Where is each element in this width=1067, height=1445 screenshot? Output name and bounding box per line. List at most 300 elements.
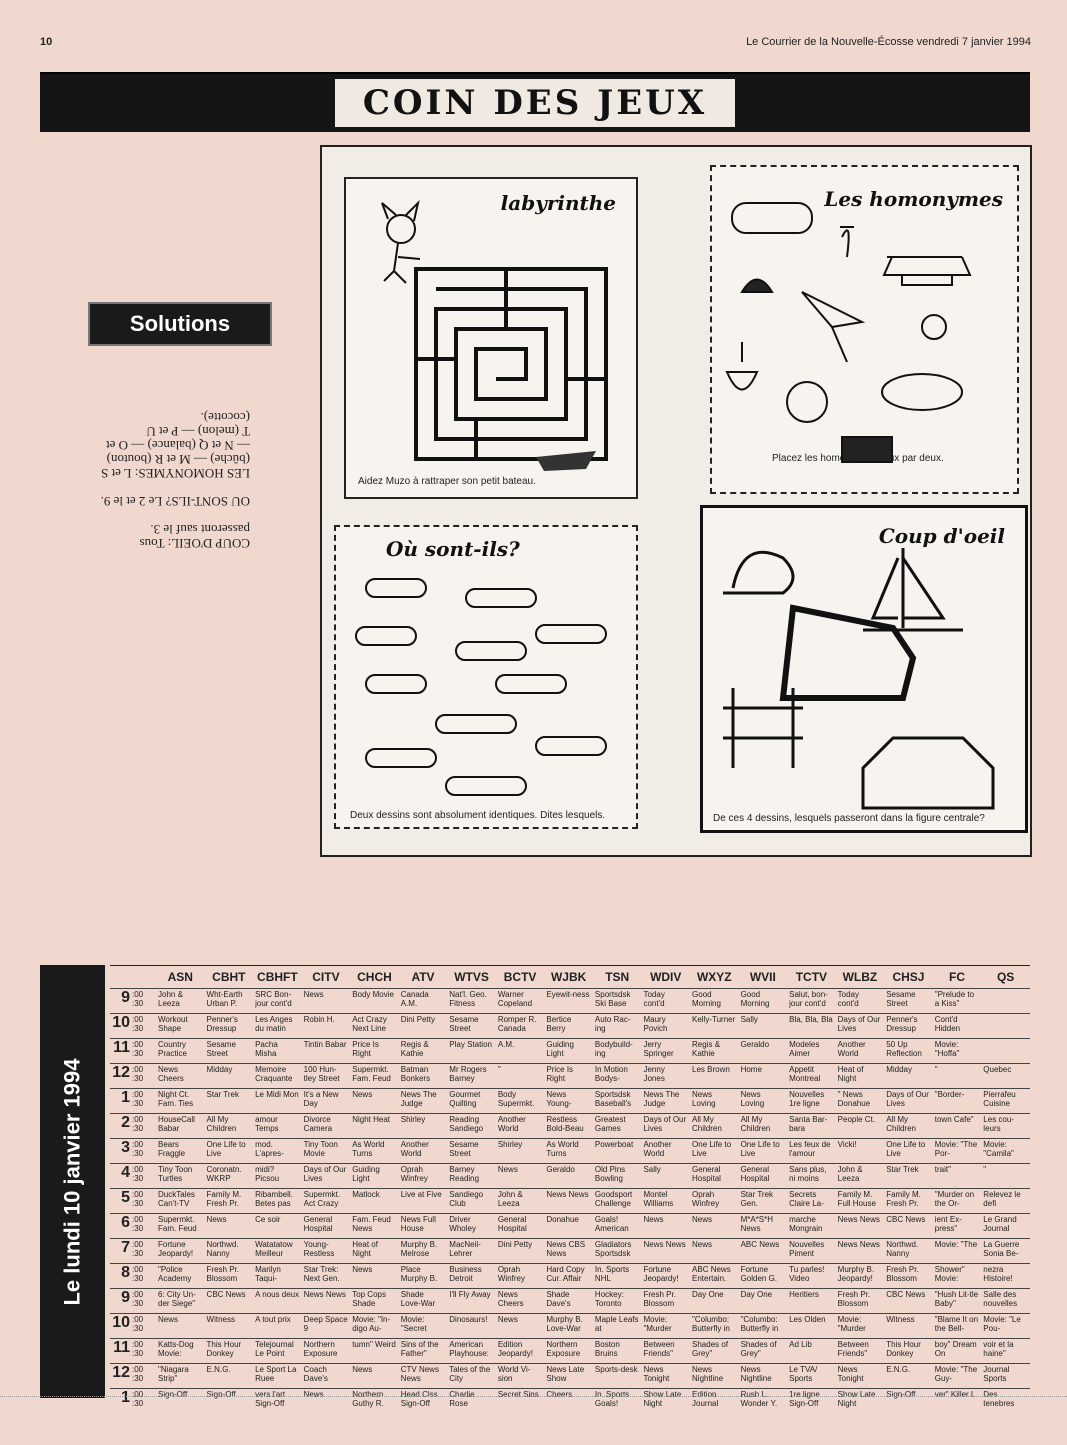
program-cell: Les Brown: [690, 1064, 739, 1089]
program-cell: Quebec: [981, 1064, 1030, 1089]
channel-header: BCTV: [503, 970, 537, 984]
minute-marks: :00 :30: [132, 1365, 144, 1383]
program-cell: M*A*S*H News: [739, 1214, 788, 1239]
program-cell: General Hospital: [302, 1214, 351, 1239]
house-drawing: [863, 738, 993, 808]
program-cell: Days of Our Lives: [641, 1114, 690, 1139]
program-cell: ABC News: [739, 1239, 788, 1264]
schedule-row: [110, 1289, 1030, 1314]
program-cell: News The Judge: [399, 1089, 448, 1114]
minute-marks: :00 :30: [132, 1140, 144, 1158]
program-cell: This Hour Donkey: [884, 1339, 933, 1364]
program-cell: Donahue: [544, 1214, 593, 1239]
program-cell: Dinosaurs!: [447, 1314, 496, 1339]
program-cell: Guiding Light: [350, 1164, 399, 1189]
schedule-row: [110, 1089, 1030, 1114]
program-cell: Witness: [205, 1314, 254, 1339]
program-cell: I'll Fly Away: [447, 1289, 496, 1314]
program-cell: ": [933, 1064, 982, 1089]
program-cell: Dini Petty: [496, 1239, 545, 1264]
program-cell: Movie: "Camila": [981, 1139, 1030, 1164]
hour-cell: [110, 1064, 156, 1089]
program-cell: Shirley: [399, 1114, 448, 1139]
program-cell: Family M. Fresh Pr.: [205, 1189, 254, 1214]
channel-header: CHSJ: [892, 970, 925, 984]
program-cell: tumn" Weird: [350, 1339, 399, 1364]
hour-cell: [110, 1364, 156, 1389]
channel-header: WJBK: [550, 970, 587, 984]
program-cell: Sportsdsk Ski Base: [593, 989, 642, 1014]
program-cell: Play Station: [447, 1039, 496, 1064]
hour-label: 8: [121, 1264, 130, 1281]
program-cell: News Loving: [739, 1089, 788, 1114]
program-cell: Les Anges du matin: [253, 1014, 302, 1039]
program-cell: A.M.: [496, 1039, 545, 1064]
program-cell: Northern Guthy R.: [350, 1389, 399, 1414]
schedule-row: [110, 1039, 1030, 1064]
program-cell: Fortune Golden G.: [739, 1264, 788, 1289]
program-cell: Penner's Dressup: [205, 1014, 254, 1039]
program-cell: CBC News: [884, 1214, 933, 1239]
program-cell: Fresh Pr. Blossom: [884, 1264, 933, 1289]
page-header: [40, 36, 1031, 54]
homonymes-caption: Placez les homonymes deux par deux.: [772, 453, 944, 464]
channel-header: ASN: [167, 970, 193, 984]
solution-coup-doeil: COUP D'OEIL: Tous passeront sauf le 3.: [139, 522, 250, 551]
program-cell: News Nightline: [690, 1364, 739, 1389]
program-cell: [981, 1039, 1030, 1064]
program-cell: News: [302, 989, 351, 1014]
homonymes-panel: [710, 165, 1019, 494]
program-cell: Cont'd Hidden: [933, 1014, 982, 1039]
program-cell: Robin H.: [302, 1014, 351, 1039]
channel-header: CBHT: [212, 970, 246, 984]
program-cell: News: [496, 1314, 545, 1339]
program-cell: Place Murphy B.: [399, 1264, 448, 1289]
games-frame: [320, 145, 1032, 857]
program-cell: Maple Leafs at: [593, 1314, 642, 1339]
program-cell: Auto Rac-ing: [593, 1014, 642, 1039]
hour-cell: [110, 1164, 156, 1189]
program-cell: As World Turns: [350, 1139, 399, 1164]
page-footer-line: [0, 1396, 1067, 1407]
program-cell: 6: City Un-der Siege": [156, 1289, 205, 1314]
program-cell: Tu parles! Video: [787, 1264, 836, 1289]
program-cell: Head Clss. Sign-Off: [399, 1389, 448, 1414]
program-cell: Sesame Street: [447, 1014, 496, 1039]
date-bar: [40, 965, 105, 1398]
program-cell: News Nightline: [739, 1364, 788, 1389]
schedule-date: Le lundi 10 janvier 1994: [59, 1057, 85, 1306]
program-cell: CBC News: [205, 1289, 254, 1314]
program-cell: "Columbo: Butterfly in: [739, 1314, 788, 1339]
program-cell: Another World: [496, 1114, 545, 1139]
program-cell: trait": [933, 1164, 982, 1189]
program-cell: Cheers: [544, 1389, 593, 1414]
channel-header: CITV: [312, 970, 340, 984]
hour-cell: [110, 1089, 156, 1114]
program-cell: Days of Our Lives: [836, 1014, 885, 1039]
program-cell: Le Midi Mon: [253, 1089, 302, 1114]
program-cell: Journal Sports: [981, 1364, 1030, 1389]
program-cell: ": [981, 1164, 1030, 1189]
solution-ou-sont-ils: OU SONT-ILS? Le 2 et le 9.: [100, 494, 250, 509]
program-cell: Salle des nouvelles: [981, 1289, 1030, 1314]
schedule-row: [110, 1064, 1030, 1089]
hour-cell: [110, 1114, 156, 1139]
program-cell: Workout Shape: [156, 1014, 205, 1039]
program-cell: Tiny Toon Movie: [302, 1139, 351, 1164]
program-cell: Powerboat: [593, 1139, 642, 1164]
coup-doeil-caption: De ces 4 dessins, lesquels passeront dans la figure centrale?: [713, 813, 985, 824]
program-cell: Heat of Night: [836, 1064, 885, 1089]
program-cell: Jenny Jones: [641, 1064, 690, 1089]
program-cell: News Cheers: [496, 1289, 545, 1314]
program-cell: Night Ct. Fam. Ties: [156, 1089, 205, 1114]
program-cell: Bears Fraggle: [156, 1139, 205, 1164]
program-cell: Sesame Street: [447, 1139, 496, 1164]
program-cell: boy" Dream On: [933, 1339, 982, 1364]
program-cell: Shade Love-War: [399, 1289, 448, 1314]
schedule-row: [110, 1339, 1030, 1364]
program-cell: Modeles Aimer: [787, 1039, 836, 1064]
labyrinthe-title: labyrinthe: [500, 191, 616, 215]
program-cell: town Cafe": [933, 1114, 982, 1139]
program-cell: Hard Copy Cur. Affair: [544, 1264, 593, 1289]
section-banner: [40, 72, 1030, 132]
program-cell: Family M. Full House: [836, 1189, 885, 1214]
program-cell: Movie: "The Guy-: [933, 1364, 982, 1389]
program-cell: ver" Killer L.: [933, 1389, 982, 1414]
program-cell: News: [156, 1314, 205, 1339]
program-cell: Jerry Springer: [641, 1039, 690, 1064]
program-cell: People Ct.: [836, 1114, 885, 1139]
program-cell: Star Trek: [884, 1164, 933, 1189]
homonymes-drawing: [712, 167, 1017, 492]
program-cell: "Blame It on the Bell-: [933, 1314, 982, 1339]
hour-label: 10: [112, 1014, 130, 1031]
program-cell: Shade Dave's: [544, 1289, 593, 1314]
program-cell: Divorce Camera: [302, 1114, 351, 1139]
schedule-row: [110, 1114, 1030, 1139]
program-cell: One Life to Live: [739, 1139, 788, 1164]
program-cell: Between Friends": [836, 1339, 885, 1364]
channel-header: TCTV: [795, 970, 828, 984]
program-cell: Sesame Street: [884, 989, 933, 1014]
program-cell: Today cont'd: [641, 989, 690, 1014]
schedule-row: [110, 989, 1030, 1014]
program-cell: All My Children: [884, 1114, 933, 1139]
program-cell: Marilyn Taqui-: [253, 1264, 302, 1289]
program-cell: Fam. Feud News: [350, 1214, 399, 1239]
program-cell: Heat of Night: [350, 1239, 399, 1264]
program-cell: Murphy B. Love-War: [544, 1314, 593, 1339]
log-drawing: [732, 203, 812, 233]
program-cell: Tiny Toon Turtles: [156, 1164, 205, 1189]
program-cell: SRC Bon-jour cont'd: [253, 989, 302, 1014]
kite-drawing: [802, 292, 862, 362]
program-cell: Sins of the Father": [399, 1339, 448, 1364]
program-cell: Bertice Berry: [544, 1014, 593, 1039]
program-cell: "Hush Lit-tle Baby": [933, 1289, 982, 1314]
minute-marks: :00 :30: [132, 1090, 144, 1108]
program-cell: Ce soir: [253, 1214, 302, 1239]
boat-shape: [536, 451, 596, 471]
program-cell: HouseCall Babar: [156, 1114, 205, 1139]
program-cell: [981, 989, 1030, 1014]
program-cell: Sally: [739, 1014, 788, 1039]
program-cell: " News Donahue: [836, 1089, 885, 1114]
program-cell: Tintin Babar: [302, 1039, 351, 1064]
program-cell: Goodsport Challenge: [593, 1189, 642, 1214]
program-cell: Ribambell. Betes pas: [253, 1189, 302, 1214]
program-cell: Northwd. Nanny: [884, 1239, 933, 1264]
program-cell: Midday: [205, 1064, 254, 1089]
program-cell: Penner's Dressup: [884, 1014, 933, 1039]
hour-cell: [110, 1289, 156, 1314]
program-cell: Movie: "Murder: [641, 1314, 690, 1339]
schedule-row: [110, 1189, 1030, 1214]
program-cell: Show Late Night: [641, 1389, 690, 1414]
program-cell: Fortune Jeopardy!: [156, 1239, 205, 1264]
program-cell: Sandiego Club: [447, 1189, 496, 1214]
program-cell: Heritiers: [787, 1289, 836, 1314]
program-cell: voir et la haine": [981, 1339, 1030, 1364]
program-cell: Supermkt. Fam. Feud: [156, 1214, 205, 1239]
program-cell: 100 Hun-tley Street: [302, 1064, 351, 1089]
program-cell: Movie: "Le Pou-: [981, 1314, 1030, 1339]
schedule-row: [110, 1014, 1030, 1039]
publication-line: Le Courrier de la Nouvelle-Écosse vendredi 7 janvier 1994: [746, 36, 1031, 48]
hour-label: 5: [121, 1189, 130, 1206]
program-cell: Le Sport La Ruee: [253, 1364, 302, 1389]
program-cell: Supermkt. Act Crazy: [302, 1189, 351, 1214]
program-cell: Home: [739, 1064, 788, 1089]
minute-marks: :00 :30: [132, 1265, 144, 1283]
program-cell: CBC News: [884, 1289, 933, 1314]
program-cell: Rush L. Wonder Y.: [739, 1389, 788, 1414]
schedule-row: [110, 1214, 1030, 1239]
program-cell: Katts-Dog Movie:: [156, 1339, 205, 1364]
program-cell: News: [690, 1214, 739, 1239]
program-cell: In Motion Bodys-: [593, 1064, 642, 1089]
program-cell: Sans plus, ni moins: [787, 1164, 836, 1189]
program-cell: News News: [641, 1239, 690, 1264]
program-cell: Movie: "The: [933, 1239, 982, 1264]
hour-cell: [110, 989, 156, 1014]
program-cell: Watatatow Meilleur: [253, 1239, 302, 1264]
hour-cell: [110, 1189, 156, 1214]
program-cell: Sign-Off: [156, 1389, 205, 1414]
program-cell: amour Temps: [253, 1114, 302, 1139]
program-cell: Kelly-Turner: [690, 1014, 739, 1039]
program-cell: All My Children: [690, 1114, 739, 1139]
program-cell: Ad Lib: [787, 1339, 836, 1364]
program-cell: "Police Academy: [156, 1264, 205, 1289]
program-cell: In. Sports NHL: [593, 1264, 642, 1289]
program-cell: Les cou-leurs: [981, 1114, 1030, 1139]
program-cell: General Hospital: [739, 1164, 788, 1189]
minute-marks: :00 :30: [132, 1390, 144, 1408]
program-cell: Star Trek Gen.: [739, 1189, 788, 1214]
program-cell: Live at Five: [399, 1189, 448, 1214]
program-cell: Sesame Street: [205, 1039, 254, 1064]
minute-marks: :00 :30: [132, 1290, 144, 1308]
program-cell: News Late Show: [544, 1364, 593, 1389]
hour-label: 3: [121, 1139, 130, 1156]
program-cell: Barney Reading: [447, 1164, 496, 1189]
hour-cell: [110, 1014, 156, 1039]
hour-label: 2: [121, 1114, 130, 1131]
melon-drawing: [787, 382, 827, 422]
program-cell: Days of Our Lives: [302, 1164, 351, 1189]
labyrinthe-caption: Aidez Muzo à rattraper son petit bateau.: [358, 476, 536, 487]
program-cell: As World Turns: [544, 1139, 593, 1164]
hour-label: 1: [121, 1089, 130, 1106]
program-cell: Bodybuild-ing: [593, 1039, 642, 1064]
channel-header: WLBZ: [842, 970, 878, 984]
program-cell: Restless Bold-Beau: [544, 1114, 593, 1139]
program-cell: One Life to Live: [690, 1139, 739, 1164]
program-cell: Montel Williams: [641, 1189, 690, 1214]
program-cell: John & Leeza: [156, 989, 205, 1014]
schedule-row: [110, 1139, 1030, 1164]
channel-header: CBHFT: [257, 970, 298, 984]
program-cell: Des tenebres: [981, 1389, 1030, 1414]
minute-marks: :00 :30: [132, 1165, 144, 1183]
program-cell: News Full House: [399, 1214, 448, 1239]
program-cell: Shirley: [496, 1139, 545, 1164]
program-cell: It's a New Day: [302, 1089, 351, 1114]
ou-sont-ils-title: Où sont-ils?: [386, 537, 520, 561]
hour-cell: [110, 1339, 156, 1364]
hour-cell: [110, 1314, 156, 1339]
program-cell: News: [496, 1164, 545, 1189]
hour-label: 12: [112, 1364, 130, 1381]
program-cell: Wht-Earth Urban P.: [205, 989, 254, 1014]
minute-marks: :00 :30: [132, 1065, 144, 1083]
program-cell: News The Judge: [641, 1089, 690, 1114]
program-cell: News: [350, 1264, 399, 1289]
hour-label: 9: [121, 1289, 130, 1306]
program-cell: Les feux de l'amour: [787, 1139, 836, 1164]
program-cell: Pacha Misha: [253, 1039, 302, 1064]
minute-marks: :00 :30: [132, 1240, 144, 1258]
channel-header: WXYZ: [696, 970, 732, 984]
program-cell: mod. L'apres-: [253, 1139, 302, 1164]
maze-drawing: [346, 179, 636, 497]
program-cell: Greatest Games: [593, 1114, 642, 1139]
program-cell: E.N.G.: [205, 1364, 254, 1389]
channel-header: QS: [996, 970, 1015, 984]
program-cell: John & Leeza: [836, 1164, 885, 1189]
program-cell: Old Pins Bowling: [593, 1164, 642, 1189]
hour-cell: [110, 1264, 156, 1289]
snail-drawing: [723, 552, 793, 593]
program-cell: "Border-: [933, 1089, 982, 1114]
solutions-label: Solutions: [88, 302, 272, 346]
channel-header: ATV: [411, 970, 435, 984]
homonymes-title: Les homonymes: [824, 187, 1003, 211]
program-cell: Coach Dave's: [302, 1364, 351, 1389]
hour-label: 4: [121, 1164, 130, 1181]
program-cell: "Niagara Strip": [156, 1364, 205, 1389]
program-cell: Northern Exposure: [544, 1339, 593, 1364]
program-cell: News: [350, 1089, 399, 1114]
schedule-row: [110, 1264, 1030, 1289]
program-cell: News: [690, 1239, 739, 1264]
program-cell: Oprah Winfrey: [399, 1164, 448, 1189]
program-cell: Sally: [641, 1164, 690, 1189]
program-cell: Movie: "In-digo Au-: [350, 1314, 399, 1339]
minute-marks: :00 :30: [132, 1115, 144, 1133]
program-cell: News News: [836, 1214, 885, 1239]
program-cell: Sports-desk: [593, 1364, 642, 1389]
program-cell: Le Grand Journal: [981, 1214, 1030, 1239]
program-cell: Fresh Pr. Blossom: [641, 1289, 690, 1314]
hour-label: 9: [121, 989, 130, 1006]
program-cell: Good Morning: [739, 989, 788, 1014]
program-cell: Murphy B. Jeopardy!: [836, 1264, 885, 1289]
program-cell: 50 Up Reflection: [884, 1039, 933, 1064]
program-cell: Another World: [641, 1139, 690, 1164]
program-cell: Another World: [399, 1139, 448, 1164]
program-cell: News News: [302, 1289, 351, 1314]
program-cell: Charlie Rose: [447, 1389, 496, 1414]
program-cell: Family M. Fresh Pr.: [884, 1189, 933, 1214]
program-cell: Show Late Night: [836, 1389, 885, 1414]
program-cell: News: [641, 1214, 690, 1239]
program-cell: News: [205, 1214, 254, 1239]
program-cell: Edition Journal: [690, 1389, 739, 1414]
program-cell: Driver Wholey: [447, 1214, 496, 1239]
program-cell: Eyewit-ness: [544, 989, 593, 1014]
program-cell: Tales of the City: [447, 1364, 496, 1389]
program-cell: A nous deux: [253, 1289, 302, 1314]
program-cell: Regis & Kathie: [399, 1039, 448, 1064]
program-cell: Regis & Kathie: [690, 1039, 739, 1064]
program-cell: vers l'art Sign-Off: [253, 1389, 302, 1414]
program-cell: Star Trek: [205, 1089, 254, 1114]
channel-header-row: [110, 966, 1030, 989]
program-cell: One Life to Live: [884, 1139, 933, 1164]
ou-sont-ils-caption: Deux dessins sont absolument identiques. Dites lesquels.: [350, 810, 606, 821]
program-cell: Movie: "The Por-: [933, 1139, 982, 1164]
program-cell: Body Supermkt.: [496, 1089, 545, 1114]
program-cell: News Tonight: [836, 1364, 885, 1389]
tv-schedule: [40, 965, 1030, 1408]
program-cell: News News: [544, 1189, 593, 1214]
solutions-text-upside-down: [100, 380, 250, 550]
program-cell: Boston Bruins: [593, 1339, 642, 1364]
program-cell: This Hour Donkey: [205, 1339, 254, 1364]
program-cell: Oprah Winfrey: [690, 1189, 739, 1214]
program-cell: MacNeil-Lehrer: [447, 1239, 496, 1264]
hour-cell: [110, 1139, 156, 1164]
program-cell: Price Is Right: [544, 1064, 593, 1089]
program-cell: Northern Exposure: [302, 1339, 351, 1364]
program-cell: Guiding Light: [544, 1039, 593, 1064]
program-cell: Star Trek: Next Gen.: [302, 1264, 351, 1289]
program-cell: A tout prix: [253, 1314, 302, 1339]
program-cell: Movie: "Secret: [399, 1314, 448, 1339]
program-cell: Young-Restless: [302, 1239, 351, 1264]
program-cell: General Hospital: [690, 1164, 739, 1189]
program-cell: Memoire Craquante: [253, 1064, 302, 1089]
program-cell: Pierrafeu Cuisine: [981, 1089, 1030, 1114]
solution-homonymes: LES HOMONYMES: L et S (bûche) — M et R (bouton) — N et Q (balance) — O et T (melon) — P et U (cocotte).: [100, 410, 250, 481]
helmet-drawing: [742, 280, 772, 293]
